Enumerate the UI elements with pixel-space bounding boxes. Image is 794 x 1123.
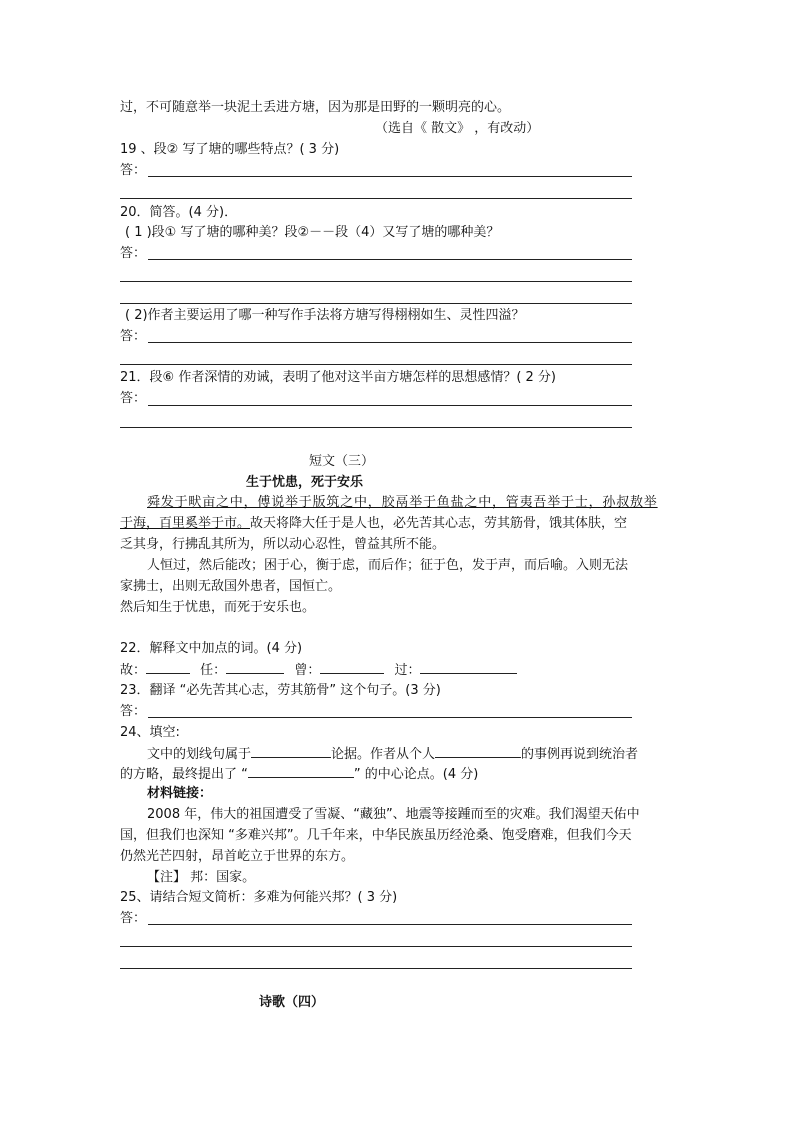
answer-line[interactable] (120, 281, 632, 282)
passage-text: 乏其身，行拂乱其所为，所以动心忍性，曾益其所不能。 (120, 537, 446, 552)
answer-blank[interactable] (226, 661, 284, 674)
word-zeng-label: 曾： (294, 663, 321, 678)
source-citation: （选自《 散文》 ，有改动） (375, 121, 540, 136)
answer-line[interactable] (148, 342, 632, 343)
answer-label: 答： (120, 704, 147, 719)
answer-blank[interactable] (420, 661, 517, 674)
word-gu-label: 故： (120, 663, 147, 678)
fill-text: 文中的划线句属于 (147, 747, 252, 762)
section-heading: 诗歌（四） (259, 995, 325, 1010)
answer-line[interactable] (120, 364, 632, 365)
question-22: 22．解释文中加点的词。(4 分) (120, 641, 303, 656)
passage-text: 然后知生于忧患，而死于安乐也。 (120, 600, 316, 615)
answer-line[interactable] (120, 968, 632, 969)
question-24: 24、填空: (120, 725, 180, 740)
passage-text: 故天将降大任于是人也，必先苦其心志，劳其筋骨，饿其体肤，空 (250, 516, 628, 531)
question-25: 25、请结合短文简析：多难为何能兴邦？( 3 分) (120, 890, 398, 905)
answer-line[interactable] (120, 303, 632, 304)
section-heading: 短文（三） (309, 454, 375, 469)
material-text: 仍然光芒四射，昂首屹立于世界的东方。 (120, 849, 355, 864)
passage-text: 家拂士，出则无敌国外患者，国恒亡。 (120, 579, 342, 594)
answer-line[interactable] (148, 259, 632, 260)
answer-label: 答： (120, 391, 147, 406)
answer-label: 答： (120, 329, 147, 344)
answer-label: 答： (120, 911, 147, 926)
question-20-1: ( 1 )段① 写了塘的哪种美？段②－－段（4）又写了塘的哪种美？ (125, 225, 500, 240)
answer-blank[interactable] (251, 745, 331, 758)
question-20-2: ( 2)作者主要运用了哪一种写作手法将方塘写得栩栩如生、灵性四溢？ (125, 308, 525, 323)
answer-blank[interactable] (146, 661, 190, 674)
answer-blank[interactable] (320, 661, 384, 674)
note-text: 【注】 邦：国家。 (147, 870, 256, 885)
passage-text: 人恒过，然后能改；困于心，衡于虑，而后作；征于色，发于声，而后喻。入则无法 (147, 558, 629, 573)
question-20: 20．简答。(4 分)． (120, 205, 238, 220)
answer-line[interactable] (148, 176, 632, 177)
underlined-evidence: 舜发于畎亩之中，傅说举于版筑之中，胶鬲举于鱼盐之中，管夷吾举于士，孙叔敖举 (147, 495, 658, 510)
answer-label: 答： (120, 163, 147, 178)
answer-blank[interactable] (248, 765, 354, 778)
fill-text: 论据。作者从个人 (331, 747, 436, 762)
material-label: 材料链接： (147, 786, 213, 801)
question-23: 23．翻译 “必先苦其心志，劳其筋骨” 这个句子。(3 分) (120, 683, 441, 698)
answer-line[interactable] (148, 405, 632, 406)
fill-text: 的事例再说到统治者 (521, 747, 639, 762)
answer-blank[interactable] (435, 745, 521, 758)
answer-line[interactable] (120, 427, 632, 428)
answer-line[interactable] (148, 717, 632, 718)
answer-line[interactable] (120, 198, 632, 199)
passage-title: 生于忧患，死于安乐 (246, 475, 364, 490)
fill-text: ” 的中心论点。(4 分) (353, 767, 479, 782)
word-ren-label: 任： (200, 663, 227, 678)
answer-label: 答： (120, 246, 147, 261)
question-19: 19 、段② 写了塘的哪些特点？( 3 分) (120, 142, 340, 157)
word-guo-label: 过： (394, 663, 421, 678)
material-text: 国，但我们也深知 “多难兴邦”。几千年来，中华民族虽历经沧桑、饱受磨难，但我们今天 (120, 828, 632, 843)
passage-end-text: 过，不可随意举一块泥土丢进方塘，因为那是田野的一颗明亮的心。 (120, 100, 511, 115)
underlined-evidence: 于海，百里奚举于市。 (120, 516, 251, 531)
fill-text: 的方略，最终提出了 “ (120, 767, 248, 782)
material-text: 2008 年，伟大的祖国遭受了雪凝、“藏独”、地震等接踵而至的灾难。我们渴望天佑中 (147, 807, 640, 822)
answer-line[interactable] (120, 946, 632, 947)
answer-line[interactable] (148, 924, 632, 925)
question-21: 21．段⑥ 作者深情的劝诫，表明了他对这半亩方塘怎样的思想感情？( 2 分) (120, 370, 557, 385)
